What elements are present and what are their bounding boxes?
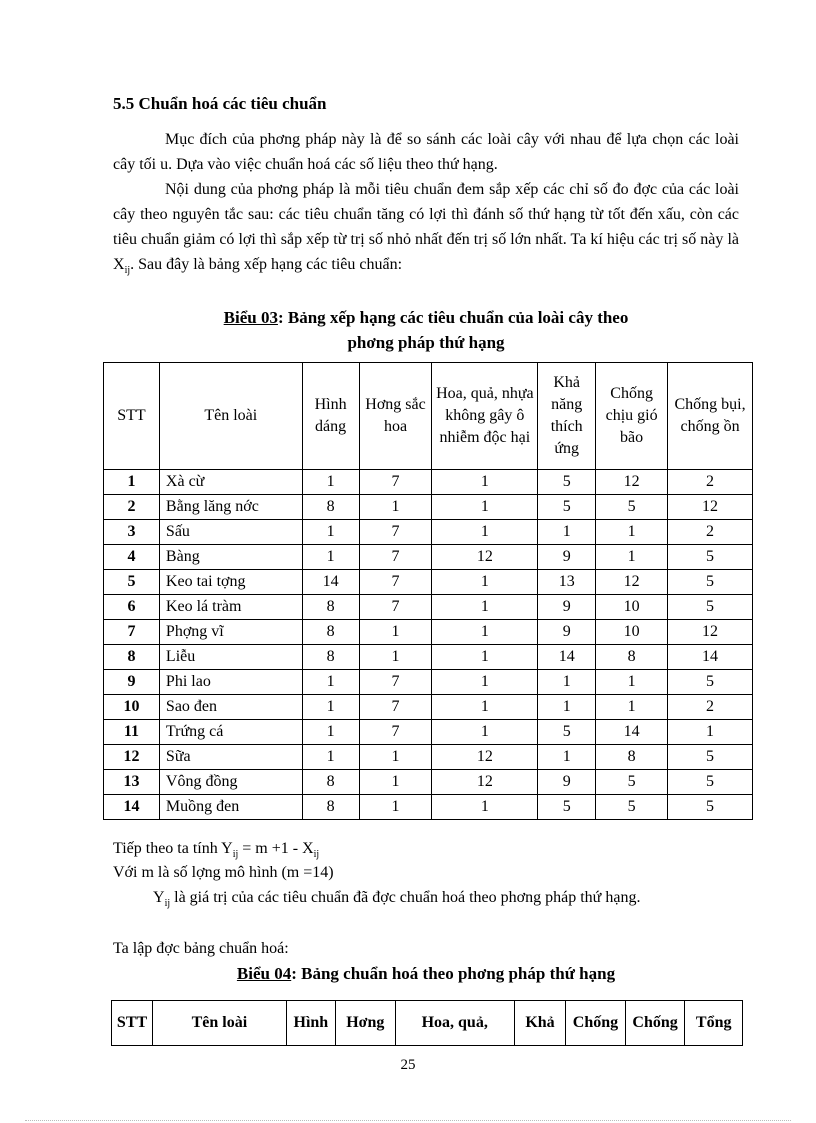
species-name: Sấu <box>159 520 302 545</box>
rank-value: 12 <box>432 770 538 795</box>
table-row <box>104 770 753 795</box>
rank-value: 5 <box>668 770 753 795</box>
paragraph-normalized: $Y_{ij}$ là giá trị của các tiêu chuẩn đã đợc chuẩn hoá theo phơng pháp thứ hạng. <box>153 889 641 910</box>
table1-caption: Biểu 03: Bảng xếp hạng các tiêu chuẩn của loài cây theo phơng pháp thứ hạng <box>223 308 629 352</box>
rank-value: 5 <box>668 570 753 595</box>
rank-value: 5 <box>668 545 753 570</box>
row-number: 14 <box>104 795 160 820</box>
table-row <box>104 745 753 770</box>
rank-value: 7 <box>359 545 432 570</box>
normalization-table <box>111 1000 743 1046</box>
row-number: 4 <box>104 545 160 570</box>
species-name: Bằng lăng nớc <box>159 495 302 520</box>
species-name: Trứng cá <box>159 720 302 745</box>
table-row <box>104 795 753 820</box>
rank-value: 1 <box>302 470 359 495</box>
table1-header-cell: STT <box>104 363 160 470</box>
table2-header-cell: Khả <box>514 1001 565 1046</box>
table1-header-cell: Chống chịu gió bão <box>596 363 668 470</box>
rank-value: 1 <box>359 495 432 520</box>
table-row <box>104 495 753 520</box>
species-name: Liễu <box>159 645 302 670</box>
table1-header-cell: Khả năng thích ứng <box>538 363 596 470</box>
rank-value: 1 <box>302 745 359 770</box>
rank-value: 1 <box>359 620 432 645</box>
rank-value: 14 <box>302 570 359 595</box>
table2-header-cell: Chống <box>566 1001 626 1046</box>
page-bottom-rule <box>25 1120 791 1121</box>
row-number: 7 <box>104 620 160 645</box>
table1-caption-label: Biểu 03 <box>223 308 278 327</box>
rank-value: 5 <box>668 745 753 770</box>
table-row <box>104 545 753 570</box>
rank-value: 1 <box>359 770 432 795</box>
table-row <box>104 470 753 495</box>
rank-value: 5 <box>538 720 596 745</box>
rank-value: 1 <box>432 520 538 545</box>
table1-header-row <box>104 363 753 470</box>
rank-value: 5 <box>668 795 753 820</box>
rank-value: 7 <box>359 670 432 695</box>
rank-value: 1 <box>538 695 596 720</box>
rank-value: 1 <box>596 695 668 720</box>
table-row <box>104 620 753 645</box>
rank-value: 1 <box>302 695 359 720</box>
ranking-table <box>103 362 753 820</box>
row-number: 10 <box>104 695 160 720</box>
rank-value: 14 <box>668 645 753 670</box>
row-number: 13 <box>104 770 160 795</box>
rank-value: 8 <box>596 745 668 770</box>
rank-value: 12 <box>596 470 668 495</box>
rank-value: 5 <box>538 795 596 820</box>
rank-value: 1 <box>432 470 538 495</box>
rank-value: 8 <box>302 620 359 645</box>
rank-value: 14 <box>538 645 596 670</box>
species-name: Bàng <box>159 545 302 570</box>
table2-header-cell: STT <box>112 1001 153 1046</box>
table-row <box>104 670 753 695</box>
rank-value: 1 <box>538 520 596 545</box>
rank-value: 7 <box>359 470 432 495</box>
rank-value: 1 <box>596 670 668 695</box>
section-title: 5.5 Chuẩn hoá các tiêu chuẩn <box>113 94 327 113</box>
rank-value: 1 <box>359 645 432 670</box>
table1-header-cell: Tên loài <box>159 363 302 470</box>
rank-value: 12 <box>596 570 668 595</box>
rank-value: 9 <box>538 545 596 570</box>
row-number: 8 <box>104 645 160 670</box>
rank-value: 9 <box>538 595 596 620</box>
rank-value: 8 <box>302 795 359 820</box>
rank-value: 12 <box>432 745 538 770</box>
page-number: 25 <box>400 1057 416 1073</box>
rank-value: 7 <box>359 720 432 745</box>
rank-value: 1 <box>596 545 668 570</box>
paragraph-content: Nội dung của phơng pháp là mỗi tiêu chuẩn đem sắp xếp các chỉ số đo đợc của các loài cây theo nguyên tắc sau: các tiêu chuẩn tăng có lợi thì đánh số thứ hạng từ tốt đến xấu, còn các tiêu chuẩn giảm có lợi thì sắp xếp từ trị số nhỏ nhất đến trị số lớn nhất. Ta kí hiệu các trị số này là $X_{ij}$. Sau đây là bảng xếp hạng các tiêu chuẩn: <box>113 181 739 277</box>
rank-value: 7 <box>359 595 432 620</box>
rank-value: 2 <box>668 520 753 545</box>
table1-header-cell: Hơng sắc hoa <box>359 363 432 470</box>
table2-intro-line: Ta lập đợc bảng chuẩn hoá: <box>113 940 289 957</box>
rank-value: 1 <box>538 670 596 695</box>
rank-value: 1 <box>302 720 359 745</box>
rank-value: 8 <box>302 770 359 795</box>
rank-value: 8 <box>302 645 359 670</box>
species-name: Phợng vĩ <box>159 620 302 645</box>
rank-value: 2 <box>668 470 753 495</box>
table2-header-cell: Tên loài <box>153 1001 287 1046</box>
rank-value: 5 <box>538 495 596 520</box>
rank-value: 2 <box>668 695 753 720</box>
rank-value: 1 <box>302 670 359 695</box>
rank-value: 1 <box>359 745 432 770</box>
species-name: Keo tai tợng <box>159 570 302 595</box>
table2-header-cell: Chống <box>625 1001 685 1046</box>
rank-value: 7 <box>359 520 432 545</box>
rank-value: 1 <box>302 545 359 570</box>
rank-value: 10 <box>596 595 668 620</box>
table-row <box>104 520 753 545</box>
row-number: 2 <box>104 495 160 520</box>
formula-line: Tiếp theo ta tính $Y_{ij} = m +1 - X_{ij}$ <box>113 840 320 861</box>
paragraph-purpose: Mục đích của phơng pháp này là để so sánh các loài cây với nhau để lựa chọn các loài cây tối u. Dựa vào việc chuẩn hoá các số liệu theo thứ hạng. <box>113 131 739 173</box>
rank-value: 1 <box>596 520 668 545</box>
table1-header-cell: Chống bụi, chống ồn <box>668 363 753 470</box>
rank-value: 10 <box>596 620 668 645</box>
row-number: 5 <box>104 570 160 595</box>
table2-header-cell: Hình <box>286 1001 335 1046</box>
rank-value: 13 <box>538 570 596 595</box>
table-row <box>104 595 753 620</box>
rank-value: 5 <box>596 770 668 795</box>
rank-value: 1 <box>538 745 596 770</box>
species-name: Xà cừ <box>159 470 302 495</box>
table2-header-cell: Hoa, quả, <box>395 1001 514 1046</box>
species-name: Sữa <box>159 745 302 770</box>
species-name: Muồng đen <box>159 795 302 820</box>
row-number: 9 <box>104 670 160 695</box>
species-name: Phi lao <box>159 670 302 695</box>
row-number: 11 <box>104 720 160 745</box>
rank-value: 9 <box>538 620 596 645</box>
table2-caption: Biểu 04: Bảng chuẩn hoá theo phơng pháp thứ hạng <box>236 964 616 983</box>
rank-value: 14 <box>596 720 668 745</box>
rank-value: 8 <box>302 495 359 520</box>
rank-value: 1 <box>359 795 432 820</box>
rank-value: 1 <box>432 595 538 620</box>
rank-value: 12 <box>668 495 753 520</box>
rank-value: 12 <box>432 545 538 570</box>
species-name: Keo lá tràm <box>159 595 302 620</box>
rank-value: 1 <box>432 795 538 820</box>
rank-value: 5 <box>668 595 753 620</box>
table2-header-cell: Hơng <box>336 1001 396 1046</box>
rank-value: 1 <box>432 495 538 520</box>
table1-header-cell: Hoa, quả, nhựa không gây ô nhiễm độc hại <box>432 363 538 470</box>
table-row <box>104 720 753 745</box>
table-row <box>104 695 753 720</box>
species-name: Sao đen <box>159 695 302 720</box>
rank-value: 1 <box>432 720 538 745</box>
rank-value: 1 <box>432 695 538 720</box>
rank-value: 5 <box>596 795 668 820</box>
table1-header-cell: Hình dáng <box>302 363 359 470</box>
rank-value: 8 <box>302 595 359 620</box>
rank-value: 5 <box>538 470 596 495</box>
rank-value: 7 <box>359 570 432 595</box>
table2-caption-label: Biểu 04 <box>236 964 292 983</box>
row-number: 6 <box>104 595 160 620</box>
rank-value: 1 <box>432 670 538 695</box>
row-number: 1 <box>104 470 160 495</box>
model-count-line: Với m là số lợng mô hình (m =14) <box>113 864 334 881</box>
rank-value: 1 <box>668 720 753 745</box>
row-number: 3 <box>104 520 160 545</box>
rank-value: 1 <box>432 570 538 595</box>
rank-value: 1 <box>432 620 538 645</box>
rank-value: 9 <box>538 770 596 795</box>
rank-value: 5 <box>596 495 668 520</box>
rank-value: 12 <box>668 620 753 645</box>
table-row <box>104 645 753 670</box>
rank-value: 5 <box>668 670 753 695</box>
table-row <box>104 570 753 595</box>
table2-header-row <box>112 1001 743 1046</box>
species-name: Vông đồng <box>159 770 302 795</box>
rank-value: 1 <box>432 645 538 670</box>
row-number: 12 <box>104 745 160 770</box>
rank-value: 1 <box>302 520 359 545</box>
rank-value: 8 <box>596 645 668 670</box>
rank-value: 7 <box>359 695 432 720</box>
table2-header-cell: Tổng <box>685 1001 743 1046</box>
